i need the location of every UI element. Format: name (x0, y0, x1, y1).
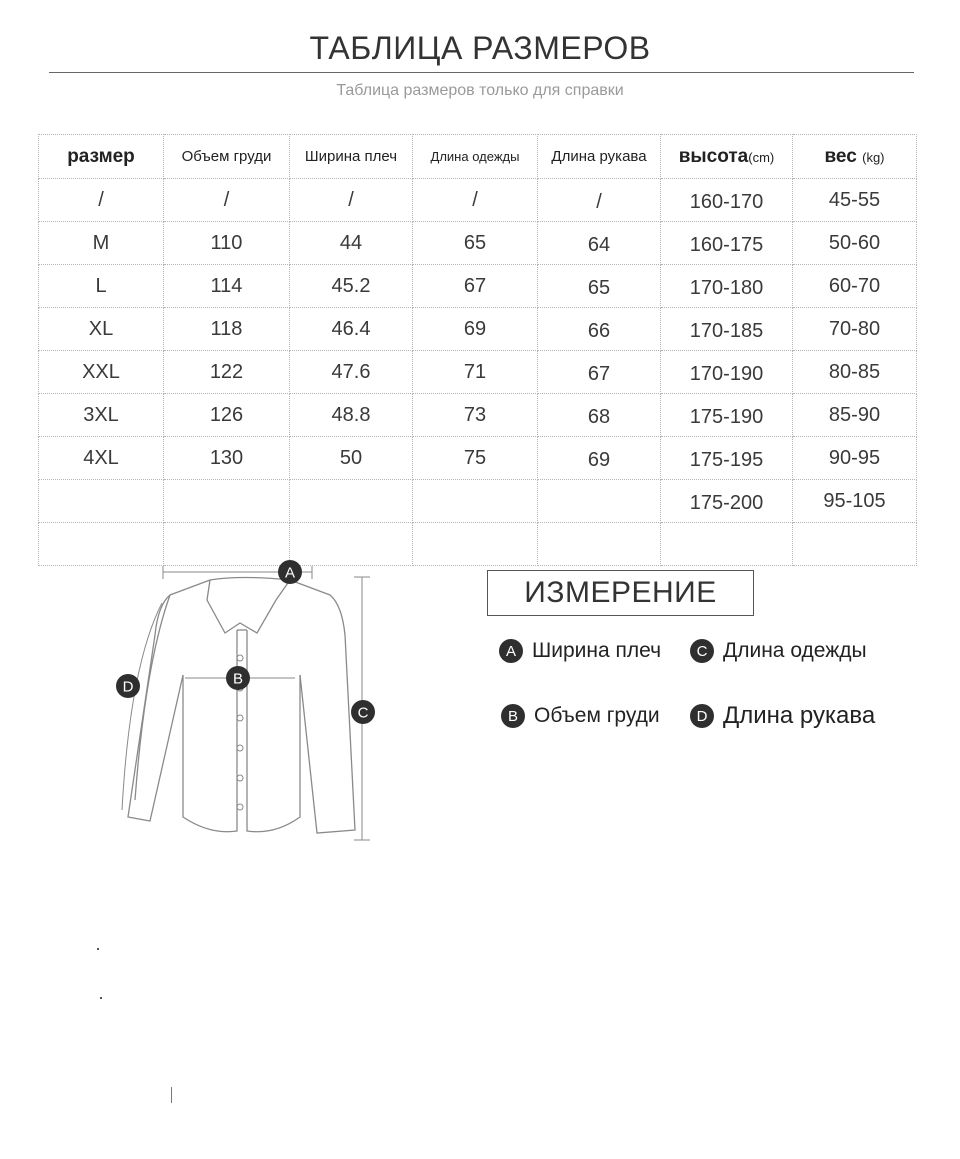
table-row (39, 437, 917, 480)
header-chest: Объем груди (164, 135, 290, 179)
table-cell (164, 480, 290, 523)
table-row (39, 308, 917, 351)
badge-c-icon: C (690, 639, 714, 663)
table-row (39, 222, 917, 265)
table-cell: / (164, 179, 290, 222)
legend-label: Объем груди (534, 704, 660, 727)
header-weight-label: вес (824, 145, 857, 167)
table-cell: 122 (164, 351, 290, 394)
legend-shoulder-width (499, 639, 661, 663)
title-divider (49, 72, 914, 73)
table-cell: 126 (164, 394, 290, 437)
marker-a-icon (278, 560, 302, 584)
table-row (39, 351, 917, 394)
header-weight (793, 135, 917, 179)
table-cell (538, 480, 661, 523)
measurement-lines (122, 566, 370, 840)
header-length: Длина одежды (413, 135, 538, 179)
stray-dot (100, 997, 102, 999)
table-cell (413, 480, 538, 523)
legend-chest (501, 704, 660, 728)
table-cell: 45-55 (793, 179, 917, 222)
header-size: размер (39, 135, 164, 179)
marker-b-label: B (232, 670, 244, 688)
legend-label: Длина рукава (723, 702, 876, 729)
table-cell (290, 480, 413, 523)
legend-label: Длина одежды (723, 639, 867, 662)
table-cell (538, 523, 661, 566)
table-cell: / (413, 179, 538, 222)
table-cell: 48.8 (290, 394, 413, 437)
table-cell: 170-180 (661, 265, 793, 308)
page-subtitle: Таблица размеров только для справки (336, 82, 624, 99)
table-cell: 60-70 (793, 265, 917, 308)
table-cell: XXL (39, 351, 164, 394)
header-height (661, 135, 793, 179)
table-cell: 70-80 (793, 308, 917, 351)
table-cell: 45.2 (290, 265, 413, 308)
table-cell: 44 (290, 222, 413, 265)
table-cell: 130 (164, 437, 290, 480)
table-cell: 65 (413, 222, 538, 265)
table-cell: 46.4 (290, 308, 413, 351)
size-chart-table (38, 134, 917, 566)
table-cell: 50 (290, 437, 413, 480)
table-cell (661, 523, 793, 566)
marker-b-icon (226, 666, 250, 690)
header-height-label: высота (678, 145, 749, 167)
table-row (39, 179, 917, 222)
table-header-row (39, 135, 917, 179)
table-cell: / (290, 179, 413, 222)
table-cell: 69 (413, 308, 538, 351)
table-cell: 175-190 (661, 394, 793, 437)
table-cell: 4XL (39, 437, 164, 480)
table-body (39, 179, 917, 566)
table-row (39, 480, 917, 523)
marker-a-label: A (284, 564, 296, 582)
stray-dot (97, 948, 99, 950)
table-cell: 67 (413, 265, 538, 308)
badge-b-icon: B (501, 704, 525, 728)
table-cell: / (39, 179, 164, 222)
table-cell: 67 (538, 351, 661, 394)
shirt-outline-icon (128, 578, 355, 834)
stray-mark (171, 1087, 172, 1103)
measurement-heading: ИЗМЕРЕНИЕ (487, 570, 754, 616)
table-cell: 66 (538, 308, 661, 351)
table-cell: 170-190 (661, 351, 793, 394)
header-sleeve: Длина рукава (538, 135, 661, 179)
legend-garment-length (690, 639, 867, 663)
table-cell: 114 (164, 265, 290, 308)
marker-d-label: D (122, 678, 134, 696)
table-cell: 170-185 (661, 308, 793, 351)
table-cell: 3XL (39, 394, 164, 437)
table-cell: 75 (413, 437, 538, 480)
table-cell: 160-170 (661, 179, 793, 222)
table-cell: 95-105 (793, 480, 917, 523)
table-cell: 160-175 (661, 222, 793, 265)
header-shoulder: Ширина плеч (290, 135, 413, 179)
table-cell (413, 523, 538, 566)
table-cell: 118 (164, 308, 290, 351)
page-title: ТАБЛИЦА РАЗМЕРОВ (309, 30, 651, 66)
table-cell (793, 523, 917, 566)
header-weight-unit: (kg) (862, 149, 885, 165)
table-cell: 64 (538, 222, 661, 265)
table-cell: 68 (538, 394, 661, 437)
legend-sleeve-length (690, 702, 875, 730)
table-cell: M (39, 222, 164, 265)
table-row (39, 394, 917, 437)
table-cell: 69 (538, 437, 661, 480)
table-cell: 175-200 (661, 480, 793, 523)
table-cell (39, 480, 164, 523)
table-cell: / (538, 179, 661, 222)
table-cell: L (39, 265, 164, 308)
table-cell: 80-85 (793, 351, 917, 394)
table-cell: 73 (413, 394, 538, 437)
marker-c-icon (351, 700, 375, 724)
marker-d-icon (116, 674, 140, 698)
table-cell: 110 (164, 222, 290, 265)
shirt-diagram (100, 555, 400, 850)
badge-a-icon: A (499, 639, 523, 663)
marker-c-label: C (357, 704, 369, 722)
table-cell: 71 (413, 351, 538, 394)
table-cell: 90-95 (793, 437, 917, 480)
table-cell: 85-90 (793, 394, 917, 437)
table-row (39, 265, 917, 308)
table-cell: 50-60 (793, 222, 917, 265)
table-cell: 175-195 (661, 437, 793, 480)
legend-label: Ширина плеч (532, 639, 662, 662)
table-cell: XL (39, 308, 164, 351)
table-cell: 47.6 (290, 351, 413, 394)
badge-d-icon: D (690, 704, 714, 728)
header-height-unit: (cm) (748, 149, 775, 165)
table-cell: 65 (538, 265, 661, 308)
